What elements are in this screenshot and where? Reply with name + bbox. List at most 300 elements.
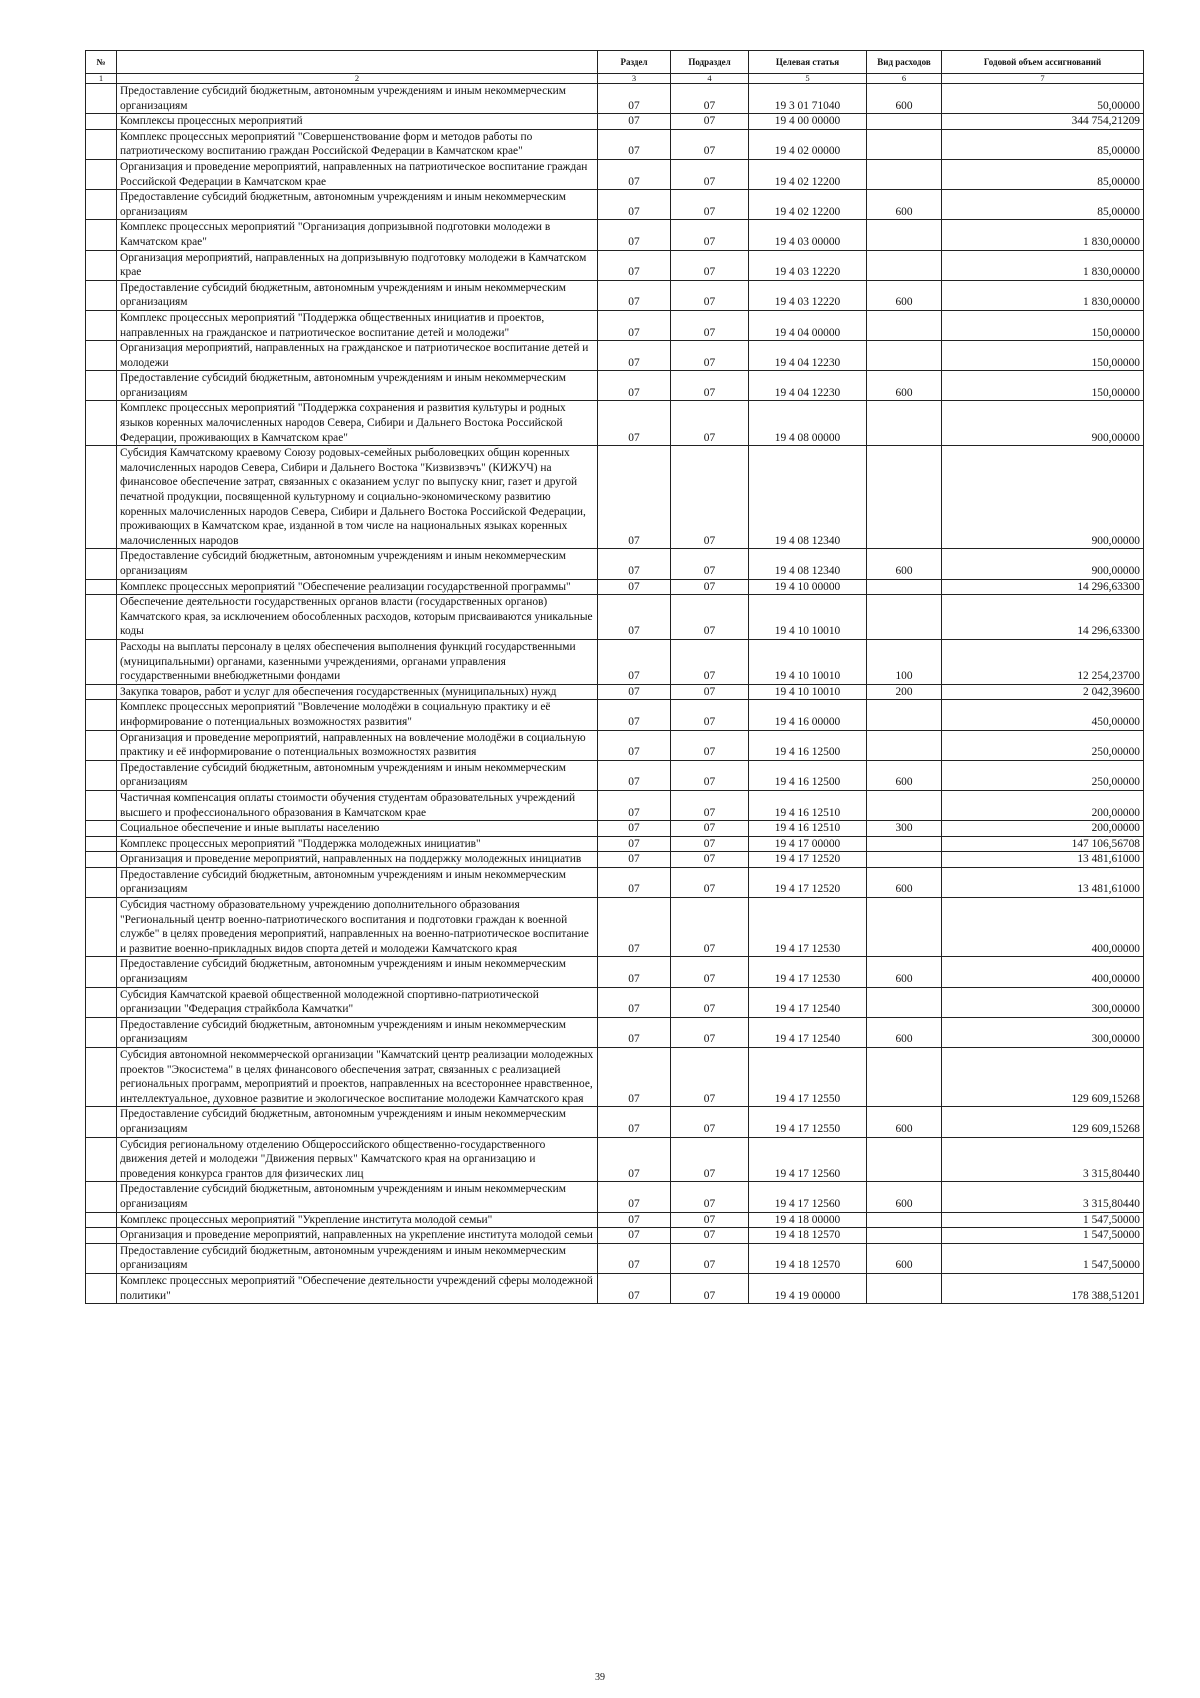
row-section-cell: 07 xyxy=(598,595,671,640)
row-amount-cell: 900,00000 xyxy=(942,446,1144,549)
row-subsection-cell: 07 xyxy=(671,371,749,401)
row-expense-type-cell xyxy=(867,114,942,130)
row-name-cell: Комплекс процессных мероприятий "Поддержка молодежных инициатив" xyxy=(117,836,598,852)
row-expense-type-cell: 300 xyxy=(867,821,942,837)
row-expense-type-cell xyxy=(867,159,942,189)
row-section-cell: 07 xyxy=(598,1137,671,1182)
row-expense-type-cell: 200 xyxy=(867,684,942,700)
row-number-cell xyxy=(86,280,117,310)
row-subsection-cell: 07 xyxy=(671,1212,749,1228)
table-row xyxy=(86,129,1144,159)
row-number-cell xyxy=(86,836,117,852)
table-row xyxy=(86,836,1144,852)
row-subsection-cell: 07 xyxy=(671,760,749,790)
page-number: 39 xyxy=(595,1672,605,1683)
row-number-cell xyxy=(86,898,117,957)
row-target-article-cell: 19 4 17 12520 xyxy=(749,852,867,868)
row-target-article-cell: 19 4 10 10010 xyxy=(749,595,867,640)
row-amount-cell: 50,00000 xyxy=(942,84,1144,114)
budget-page xyxy=(85,50,1143,1304)
row-name-cell: Предоставление субсидий бюджетным, автономным учреждениям и иным некоммерческим организациям xyxy=(117,371,598,401)
table-row xyxy=(86,159,1144,189)
row-name-cell: Организация и проведение мероприятий, направленных на патриотическое воспитание граждан Российской Федерации в Камчатском крае xyxy=(117,159,598,189)
table-row xyxy=(86,957,1144,987)
table-row xyxy=(86,1273,1144,1303)
row-name-cell: Обеспечение деятельности государственных органов власти (государственных органов) Камчатского края, за исключением обособленных расходов, которым присваиваются уникальные коды xyxy=(117,595,598,640)
row-number-cell xyxy=(86,790,117,820)
row-name-cell: Предоставление субсидий бюджетным, автономным учреждениям и иным некоммерческим организациям xyxy=(117,190,598,220)
row-subsection-cell: 07 xyxy=(671,957,749,987)
row-expense-type-cell xyxy=(867,700,942,730)
row-amount-cell: 300,00000 xyxy=(942,1017,1144,1047)
row-expense-type-cell: 600 xyxy=(867,371,942,401)
row-name-cell: Комплекс процессных мероприятий "Укрепление института молодой семьи" xyxy=(117,1212,598,1228)
row-subsection-cell: 07 xyxy=(671,595,749,640)
row-expense-type-cell xyxy=(867,595,942,640)
row-name-cell: Предоставление субсидий бюджетным, автономным учреждениям и иным некоммерческим организациям xyxy=(117,760,598,790)
row-expense-type-cell xyxy=(867,250,942,280)
table-row xyxy=(86,790,1144,820)
row-subsection-cell: 07 xyxy=(671,190,749,220)
row-number-cell xyxy=(86,129,117,159)
row-amount-cell: 13 481,61000 xyxy=(942,852,1144,868)
row-target-article-cell: 19 4 17 12550 xyxy=(749,1048,867,1107)
row-number-cell xyxy=(86,957,117,987)
row-subsection-cell: 07 xyxy=(671,821,749,837)
row-section-cell: 07 xyxy=(598,836,671,852)
column-number: 3 xyxy=(598,74,671,84)
row-amount-cell: 2 042,39600 xyxy=(942,684,1144,700)
row-target-article-cell: 19 4 16 12510 xyxy=(749,790,867,820)
row-expense-type-cell: 100 xyxy=(867,639,942,684)
table-row xyxy=(86,821,1144,837)
row-subsection-cell: 07 xyxy=(671,310,749,340)
row-number-cell xyxy=(86,190,117,220)
row-expense-type-cell xyxy=(867,987,942,1017)
row-expense-type-cell xyxy=(867,790,942,820)
row-section-cell: 07 xyxy=(598,1243,671,1273)
row-name-cell: Предоставление субсидий бюджетным, автономным учреждениям и иным некоммерческим организациям xyxy=(117,280,598,310)
column-number: 1 xyxy=(86,74,117,84)
budget-table-body xyxy=(86,84,1144,1304)
row-section-cell: 07 xyxy=(598,867,671,897)
row-section-cell: 07 xyxy=(598,190,671,220)
row-subsection-cell: 07 xyxy=(671,730,749,760)
row-subsection-cell: 07 xyxy=(671,852,749,868)
table-row xyxy=(86,684,1144,700)
row-subsection-cell: 07 xyxy=(671,867,749,897)
row-amount-cell: 400,00000 xyxy=(942,898,1144,957)
row-target-article-cell: 19 4 02 00000 xyxy=(749,129,867,159)
row-amount-cell: 85,00000 xyxy=(942,190,1144,220)
row-number-cell xyxy=(86,1243,117,1273)
row-section-cell: 07 xyxy=(598,341,671,371)
row-section-cell: 07 xyxy=(598,1182,671,1212)
row-amount-cell: 12 254,23700 xyxy=(942,639,1144,684)
row-section-cell: 07 xyxy=(598,579,671,595)
row-number-cell xyxy=(86,250,117,280)
row-number-cell xyxy=(86,310,117,340)
row-amount-cell: 900,00000 xyxy=(942,401,1144,446)
row-amount-cell: 250,00000 xyxy=(942,730,1144,760)
row-section-cell: 07 xyxy=(598,446,671,549)
row-expense-type-cell xyxy=(867,1048,942,1107)
row-number-cell xyxy=(86,1182,117,1212)
row-section-cell: 07 xyxy=(598,280,671,310)
row-amount-cell: 900,00000 xyxy=(942,549,1144,579)
table-row xyxy=(86,371,1144,401)
row-section-cell: 07 xyxy=(598,1048,671,1107)
row-number-cell xyxy=(86,401,117,446)
row-target-article-cell: 19 4 17 12540 xyxy=(749,987,867,1017)
row-section-cell: 07 xyxy=(598,684,671,700)
row-section-cell: 07 xyxy=(598,639,671,684)
row-name-cell: Субсидия Камчатскому краевому Союзу родовых-семейных рыболовецких общин коренных малочисленных народов Севера, Сибири и Дальнего Востока "Кизвизвэчъ" (КИЖУЧ) на финансовое обеспечение затрат, связанных с оказанием услуг по выпуску книг, газет и другой печатной продукции, посвященной культурному и социально-экономическому развитию коренных малочисленных народов Севера, Сибири и Дальнего Востока Российской Федерации, проживающих в Камчатском крае, изданной в том числе на национальных языках коренных малочисленных народов xyxy=(117,446,598,549)
row-name-cell: Закупка товаров, работ и услуг для обеспечения государственных (муниципальных) нужд xyxy=(117,684,598,700)
row-name-cell: Организация и проведение мероприятий, направленных на поддержку молодежных инициатив xyxy=(117,852,598,868)
row-target-article-cell: 19 4 16 12500 xyxy=(749,760,867,790)
row-amount-cell: 250,00000 xyxy=(942,760,1144,790)
header-subsection: Подраздел xyxy=(671,51,749,74)
row-number-cell xyxy=(86,1048,117,1107)
row-expense-type-cell xyxy=(867,1228,942,1244)
row-name-cell: Субсидия Камчатской краевой общественной молодежной спортивно-патриотической организации "Федерация страйкбола Камчатки" xyxy=(117,987,598,1017)
row-name-cell: Предоставление субсидий бюджетным, автономным учреждениям и иным некоммерческим организациям xyxy=(117,1182,598,1212)
row-subsection-cell: 07 xyxy=(671,1048,749,1107)
row-number-cell xyxy=(86,1017,117,1047)
table-row xyxy=(86,1017,1144,1047)
row-number-cell xyxy=(86,730,117,760)
table-row xyxy=(86,1212,1144,1228)
row-section-cell: 07 xyxy=(598,401,671,446)
row-section-cell: 07 xyxy=(598,250,671,280)
header-expense-type: Вид расходов xyxy=(867,51,942,74)
row-expense-type-cell xyxy=(867,1137,942,1182)
row-target-article-cell: 19 4 17 12520 xyxy=(749,867,867,897)
row-section-cell: 07 xyxy=(598,1228,671,1244)
row-number-cell xyxy=(86,821,117,837)
row-expense-type-cell xyxy=(867,401,942,446)
row-section-cell: 07 xyxy=(598,821,671,837)
row-expense-type-cell xyxy=(867,446,942,549)
row-target-article-cell: 19 4 04 12230 xyxy=(749,371,867,401)
row-target-article-cell: 19 4 18 12570 xyxy=(749,1243,867,1273)
row-section-cell: 07 xyxy=(598,84,671,114)
row-subsection-cell: 07 xyxy=(671,84,749,114)
table-row xyxy=(86,220,1144,250)
table-row xyxy=(86,549,1144,579)
row-name-cell: Расходы на выплаты персоналу в целях обеспечения выполнения функций государственными (муниципальными) органами, казенными учреждениями, органами управления государственными внебюджетными фондами xyxy=(117,639,598,684)
row-name-cell: Комплекс процессных мероприятий "Обеспечение реализации государственной программы" xyxy=(117,579,598,595)
row-name-cell: Комплекс процессных мероприятий "Организация допризывной подготовки молодежи в Камчатском крае" xyxy=(117,220,598,250)
row-name-cell: Субсидия автономной некоммерческой организации "Камчатский центр реализации молодежных проектов "Экосистема" в целях финансового обеспечения затрат, связанных с реализацией региональных программ, мероприятий и проектов, направленных на всестороннее нравственное, интеллектуальное, духовное развитие и экологическое воспитание молодежи Камчатского края xyxy=(117,1048,598,1107)
header-annual-amount: Годовой объем ассигнований xyxy=(942,51,1144,74)
row-name-cell: Предоставление субсидий бюджетным, автономным учреждениям и иным некоммерческим организациям xyxy=(117,1243,598,1273)
row-amount-cell: 3 315,80440 xyxy=(942,1137,1144,1182)
row-subsection-cell: 07 xyxy=(671,1182,749,1212)
row-expense-type-cell: 600 xyxy=(867,190,942,220)
row-section-cell: 07 xyxy=(598,310,671,340)
row-target-article-cell: 19 4 00 00000 xyxy=(749,114,867,130)
row-section-cell: 07 xyxy=(598,790,671,820)
row-name-cell: Субсидия региональному отделению Общероссийского общественно-государственного движения детей и молодежи "Движения первых" Камчатского края на организацию и проведения конкурса грантов для физических лиц xyxy=(117,1137,598,1182)
table-row xyxy=(86,280,1144,310)
budget-table xyxy=(85,50,1144,1304)
row-amount-cell: 200,00000 xyxy=(942,790,1144,820)
row-target-article-cell: 19 4 17 12560 xyxy=(749,1182,867,1212)
row-number-cell xyxy=(86,684,117,700)
row-section-cell: 07 xyxy=(598,1017,671,1047)
table-row xyxy=(86,639,1144,684)
row-amount-cell: 344 754,21209 xyxy=(942,114,1144,130)
table-row xyxy=(86,310,1144,340)
row-target-article-cell: 19 4 17 12550 xyxy=(749,1107,867,1137)
row-expense-type-cell: 600 xyxy=(867,760,942,790)
row-subsection-cell: 07 xyxy=(671,401,749,446)
table-row xyxy=(86,595,1144,640)
row-subsection-cell: 07 xyxy=(671,114,749,130)
table-row xyxy=(86,1137,1144,1182)
row-expense-type-cell: 600 xyxy=(867,84,942,114)
row-subsection-cell: 07 xyxy=(671,129,749,159)
row-name-cell: Предоставление субсидий бюджетным, автономным учреждениям и иным некоммерческим организациям xyxy=(117,1017,598,1047)
row-amount-cell: 1 547,50000 xyxy=(942,1228,1144,1244)
row-subsection-cell: 07 xyxy=(671,159,749,189)
row-subsection-cell: 07 xyxy=(671,790,749,820)
row-subsection-cell: 07 xyxy=(671,700,749,730)
row-subsection-cell: 07 xyxy=(671,1137,749,1182)
row-target-article-cell: 19 4 17 12560 xyxy=(749,1137,867,1182)
row-name-cell: Комплекс процессных мероприятий "Поддержка общественных инициатив и проектов, направленных на гражданское и патриотическое воспитание детей и молодежи" xyxy=(117,310,598,340)
row-target-article-cell: 19 4 03 12220 xyxy=(749,280,867,310)
column-number: 5 xyxy=(749,74,867,84)
row-subsection-cell: 07 xyxy=(671,836,749,852)
row-target-article-cell: 19 4 16 12510 xyxy=(749,821,867,837)
row-number-cell xyxy=(86,867,117,897)
row-target-article-cell: 19 4 10 10010 xyxy=(749,684,867,700)
row-section-cell: 07 xyxy=(598,371,671,401)
table-row xyxy=(86,852,1144,868)
row-number-cell xyxy=(86,220,117,250)
row-amount-cell: 200,00000 xyxy=(942,821,1144,837)
row-target-article-cell: 19 4 17 12530 xyxy=(749,957,867,987)
row-expense-type-cell xyxy=(867,730,942,760)
row-expense-type-cell: 600 xyxy=(867,1182,942,1212)
row-number-cell xyxy=(86,700,117,730)
row-name-cell: Субсидия частному образовательному учреждению дополнительного образования "Региональный центр военно-патриотического воспитания и подготовки граждан к военной службе" в целях проведения мероприятий, направленных на военно-патриотическое воспитание и развитие военно-прикладных видов спорта детей и молодежи Камчатского края xyxy=(117,898,598,957)
row-target-article-cell: 19 4 18 12570 xyxy=(749,1228,867,1244)
column-number: 7 xyxy=(942,74,1144,84)
row-expense-type-cell xyxy=(867,579,942,595)
row-subsection-cell: 07 xyxy=(671,1107,749,1137)
row-amount-cell: 14 296,63300 xyxy=(942,595,1144,640)
row-name-cell: Организация мероприятий, направленных на гражданское и патриотическое воспитание детей и молодежи xyxy=(117,341,598,371)
row-name-cell: Предоставление субсидий бюджетным, автономным учреждениям и иным некоммерческим организациям xyxy=(117,1107,598,1137)
row-amount-cell: 150,00000 xyxy=(942,341,1144,371)
row-target-article-cell: 19 4 08 12340 xyxy=(749,446,867,549)
row-section-cell: 07 xyxy=(598,1212,671,1228)
column-number-row xyxy=(86,74,1144,84)
row-number-cell xyxy=(86,1107,117,1137)
table-row xyxy=(86,114,1144,130)
row-amount-cell: 14 296,63300 xyxy=(942,579,1144,595)
row-target-article-cell: 19 4 17 00000 xyxy=(749,836,867,852)
row-subsection-cell: 07 xyxy=(671,280,749,310)
table-row xyxy=(86,987,1144,1017)
row-section-cell: 07 xyxy=(598,1107,671,1137)
row-number-cell xyxy=(86,595,117,640)
row-expense-type-cell: 600 xyxy=(867,957,942,987)
row-target-article-cell: 19 4 02 12200 xyxy=(749,159,867,189)
row-name-cell: Комплекс процессных мероприятий "Поддержка сохранения и развития культуры и родных языков коренных малочисленных народов Севера, Сибири и Дальнего Востока Российской Федерации, проживающих в Камчатском крае" xyxy=(117,401,598,446)
table-row xyxy=(86,446,1144,549)
header-section: Раздел xyxy=(598,51,671,74)
row-target-article-cell: 19 4 03 00000 xyxy=(749,220,867,250)
row-expense-type-cell xyxy=(867,1273,942,1303)
row-expense-type-cell xyxy=(867,836,942,852)
row-amount-cell: 1 830,00000 xyxy=(942,220,1144,250)
row-amount-cell: 400,00000 xyxy=(942,957,1144,987)
table-row xyxy=(86,1182,1144,1212)
row-subsection-cell: 07 xyxy=(671,684,749,700)
row-number-cell xyxy=(86,371,117,401)
row-section-cell: 07 xyxy=(598,760,671,790)
row-expense-type-cell xyxy=(867,129,942,159)
row-target-article-cell: 19 4 19 00000 xyxy=(749,1273,867,1303)
row-section-cell: 07 xyxy=(598,114,671,130)
table-row xyxy=(86,700,1144,730)
row-number-cell xyxy=(86,1137,117,1182)
row-subsection-cell: 07 xyxy=(671,446,749,549)
table-row xyxy=(86,250,1144,280)
row-amount-cell: 300,00000 xyxy=(942,987,1144,1017)
row-number-cell xyxy=(86,446,117,549)
row-amount-cell: 85,00000 xyxy=(942,129,1144,159)
row-subsection-cell: 07 xyxy=(671,987,749,1017)
row-amount-cell: 129 609,15268 xyxy=(942,1107,1144,1137)
row-number-cell xyxy=(86,1273,117,1303)
header-target-article: Целевая статья xyxy=(749,51,867,74)
row-section-cell: 07 xyxy=(598,700,671,730)
table-row xyxy=(86,1243,1144,1273)
row-number-cell xyxy=(86,852,117,868)
row-name-cell: Социальное обеспечение и иные выплаты населению xyxy=(117,821,598,837)
row-target-article-cell: 19 4 04 12230 xyxy=(749,341,867,371)
row-subsection-cell: 07 xyxy=(671,639,749,684)
row-number-cell xyxy=(86,987,117,1017)
row-number-cell xyxy=(86,1212,117,1228)
table-row xyxy=(86,579,1144,595)
row-section-cell: 07 xyxy=(598,898,671,957)
row-expense-type-cell: 600 xyxy=(867,1243,942,1273)
row-target-article-cell: 19 4 04 00000 xyxy=(749,310,867,340)
table-row xyxy=(86,898,1144,957)
row-expense-type-cell: 600 xyxy=(867,1107,942,1137)
row-number-cell xyxy=(86,341,117,371)
row-section-cell: 07 xyxy=(598,730,671,760)
row-expense-type-cell xyxy=(867,852,942,868)
column-number: 2 xyxy=(117,74,598,84)
row-subsection-cell: 07 xyxy=(671,1243,749,1273)
row-amount-cell: 178 388,51201 xyxy=(942,1273,1144,1303)
row-name-cell: Комплекс процессных мероприятий "Совершенствование форм и методов работы по патриотическому воспитанию граждан Российской Федерации в Камчатском крае" xyxy=(117,129,598,159)
row-name-cell: Предоставление субсидий бюджетным, автономным учреждениям и иным некоммерческим организациям xyxy=(117,957,598,987)
row-number-cell xyxy=(86,549,117,579)
row-expense-type-cell xyxy=(867,310,942,340)
row-amount-cell: 1 547,50000 xyxy=(942,1212,1144,1228)
row-expense-type-cell: 600 xyxy=(867,549,942,579)
table-row xyxy=(86,84,1144,114)
row-section-cell: 07 xyxy=(598,159,671,189)
row-target-article-cell: 19 4 03 12220 xyxy=(749,250,867,280)
row-target-article-cell: 19 4 17 12530 xyxy=(749,898,867,957)
row-amount-cell: 13 481,61000 xyxy=(942,867,1144,897)
row-target-article-cell: 19 4 02 12200 xyxy=(749,190,867,220)
row-amount-cell: 450,00000 xyxy=(942,700,1144,730)
row-expense-type-cell xyxy=(867,898,942,957)
row-name-cell: Организация и проведение мероприятий, направленных на вовлечение молодёжи в социальную практику и её информирование о потенциальных возможностях развития xyxy=(117,730,598,760)
header-number: № xyxy=(86,51,117,74)
table-row xyxy=(86,341,1144,371)
row-expense-type-cell xyxy=(867,341,942,371)
row-number-cell xyxy=(86,114,117,130)
row-amount-cell: 3 315,80440 xyxy=(942,1182,1144,1212)
row-name-cell: Организация и проведение мероприятий, направленных на укрепление института молодой семьи xyxy=(117,1228,598,1244)
row-name-cell: Предоставление субсидий бюджетным, автономным учреждениям и иным некоммерческим организациям xyxy=(117,84,598,114)
row-name-cell: Комплекс процессных мероприятий "Обеспечение деятельности учреждений сферы молодежной политики" xyxy=(117,1273,598,1303)
row-target-article-cell: 19 4 17 12540 xyxy=(749,1017,867,1047)
row-name-cell: Предоставление субсидий бюджетным, автономным учреждениям и иным некоммерческим организациям xyxy=(117,867,598,897)
header-row xyxy=(86,51,1144,74)
table-row xyxy=(86,1228,1144,1244)
row-target-article-cell: 19 4 16 00000 xyxy=(749,700,867,730)
row-name-cell: Комплекс процессных мероприятий "Вовлечение молодёжи в социальную практику и её информирование о потенциальных возможностях развития" xyxy=(117,700,598,730)
row-section-cell: 07 xyxy=(598,1273,671,1303)
row-section-cell: 07 xyxy=(598,549,671,579)
row-expense-type-cell xyxy=(867,220,942,250)
row-target-article-cell: 19 4 10 00000 xyxy=(749,579,867,595)
row-subsection-cell: 07 xyxy=(671,549,749,579)
row-expense-type-cell xyxy=(867,1212,942,1228)
row-target-article-cell: 19 3 01 71040 xyxy=(749,84,867,114)
row-target-article-cell: 19 4 08 12340 xyxy=(749,549,867,579)
row-amount-cell: 150,00000 xyxy=(942,310,1144,340)
row-number-cell xyxy=(86,1228,117,1244)
table-row xyxy=(86,1048,1144,1107)
row-amount-cell: 150,00000 xyxy=(942,371,1144,401)
row-subsection-cell: 07 xyxy=(671,579,749,595)
row-name-cell: Частичная компенсация оплаты стоимости обучения студентам образовательных учреждений высшего и профессионального образования в Камчатском крае xyxy=(117,790,598,820)
row-amount-cell: 129 609,15268 xyxy=(942,1048,1144,1107)
table-row xyxy=(86,401,1144,446)
row-subsection-cell: 07 xyxy=(671,220,749,250)
row-expense-type-cell: 600 xyxy=(867,1017,942,1047)
table-row xyxy=(86,730,1144,760)
row-name-cell: Комплексы процессных мероприятий xyxy=(117,114,598,130)
header-name xyxy=(117,51,598,74)
row-name-cell: Предоставление субсидий бюджетным, автономным учреждениям и иным некоммерческим организациям xyxy=(117,549,598,579)
row-target-article-cell: 19 4 10 10010 xyxy=(749,639,867,684)
row-amount-cell: 1 547,50000 xyxy=(942,1243,1144,1273)
row-number-cell xyxy=(86,639,117,684)
row-target-article-cell: 19 4 18 00000 xyxy=(749,1212,867,1228)
row-subsection-cell: 07 xyxy=(671,1228,749,1244)
row-subsection-cell: 07 xyxy=(671,341,749,371)
row-subsection-cell: 07 xyxy=(671,250,749,280)
row-expense-type-cell: 600 xyxy=(867,867,942,897)
row-number-cell xyxy=(86,760,117,790)
row-amount-cell: 1 830,00000 xyxy=(942,280,1144,310)
